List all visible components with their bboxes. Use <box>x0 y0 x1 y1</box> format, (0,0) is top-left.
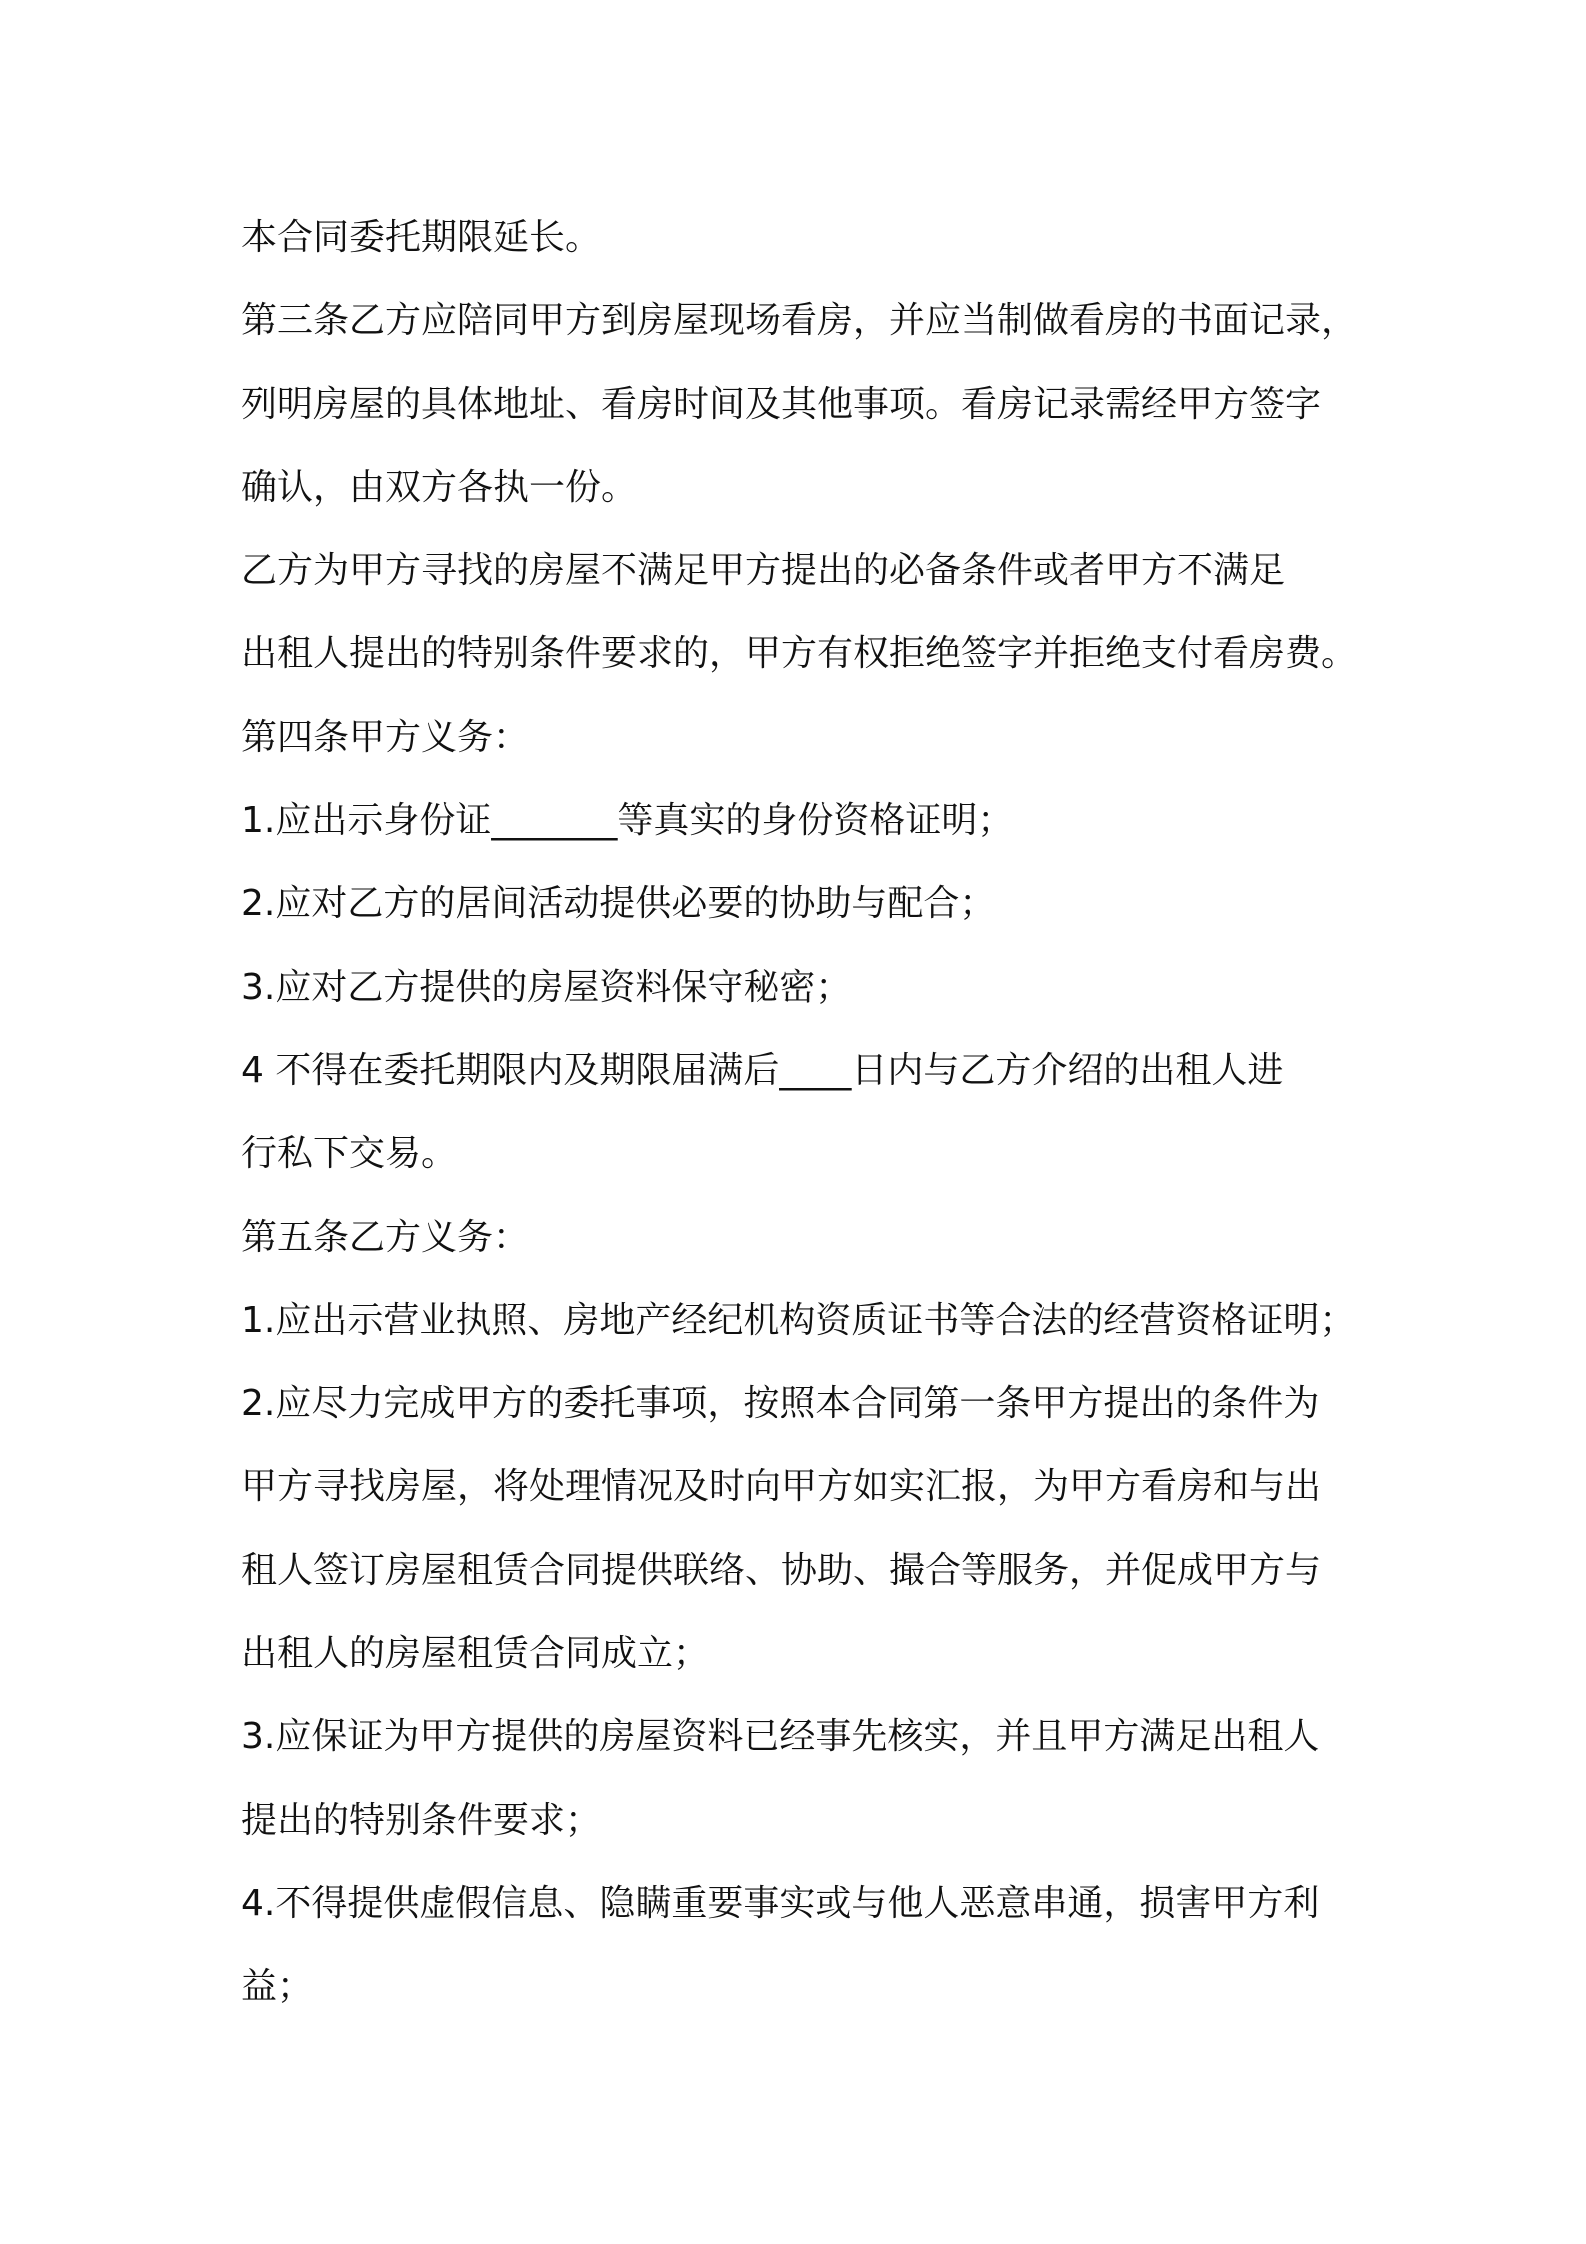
section-heading: 第五条乙方义务： <box>241 1216 530 1258</box>
section-heading: 第四条甲方义务： <box>241 716 530 758</box>
text-line: 2.应对乙方的居间活动提供必要的协助与配合； <box>241 883 996 925</box>
text-line: 本合同委托期限延长。 <box>241 217 602 258</box>
text-line: 出租人提出的特别条件要求的，甲方有权拒绝签字并拒绝支付看房费。 <box>241 633 1358 675</box>
text-line: 4.不得提供虚假信息、隐瞒重要事实或与他人恶意串通，损害甲方利 <box>241 1882 1320 1924</box>
text-line: 益； <box>241 1966 314 2008</box>
text-line: 4 不得在委托期限内及期限届满后____日内与乙方介绍的出租人进 <box>241 1049 1284 1091</box>
text-line: 租人签订房屋租赁合同提供联络、协助、撮合等服务，并促成甲方与 <box>241 1549 1322 1591</box>
text-line: 乙方为甲方寻找的房屋不满足甲方提出的必备条件或者甲方不满足 <box>241 550 1286 592</box>
text-line: 1.应出示身份证_______等真实的身份资格证明； <box>241 800 1014 842</box>
text-line: 第三条乙方应陪同甲方到房屋现场看房，并应当制做看房的书面记录， <box>241 300 1358 342</box>
text-line: 行私下交易。 <box>241 1133 458 1175</box>
text-line: 甲方寻找房屋，将处理情况及时向甲方如实汇报，为甲方看房和与出 <box>241 1466 1322 1508</box>
text-line: 3.应对乙方提供的房屋资料保守秘密； <box>241 966 852 1008</box>
text-line: 2.应尽力完成甲方的委托事项，按照本合同第一条甲方提出的条件为 <box>241 1383 1320 1425</box>
text-line: 出租人的房屋租赁合同成立； <box>241 1633 710 1675</box>
contract-text <box>241 196 1381 2029</box>
text-line: 列明房屋的具体地址、看房时间及其他事项。看房记录需经甲方签字 <box>241 383 1322 425</box>
text-line: 3.应保证为甲方提供的房屋资料已经事先核实，并且甲方满足出租人 <box>241 1716 1320 1758</box>
text-line: 1.应出示营业执照、房地产经纪机构资质证书等合法的经营资格证明； <box>241 1299 1356 1341</box>
text-line: 确认，由双方各执一份。 <box>241 466 638 508</box>
text-line: 提出的特别条件要求； <box>241 1799 602 1841</box>
